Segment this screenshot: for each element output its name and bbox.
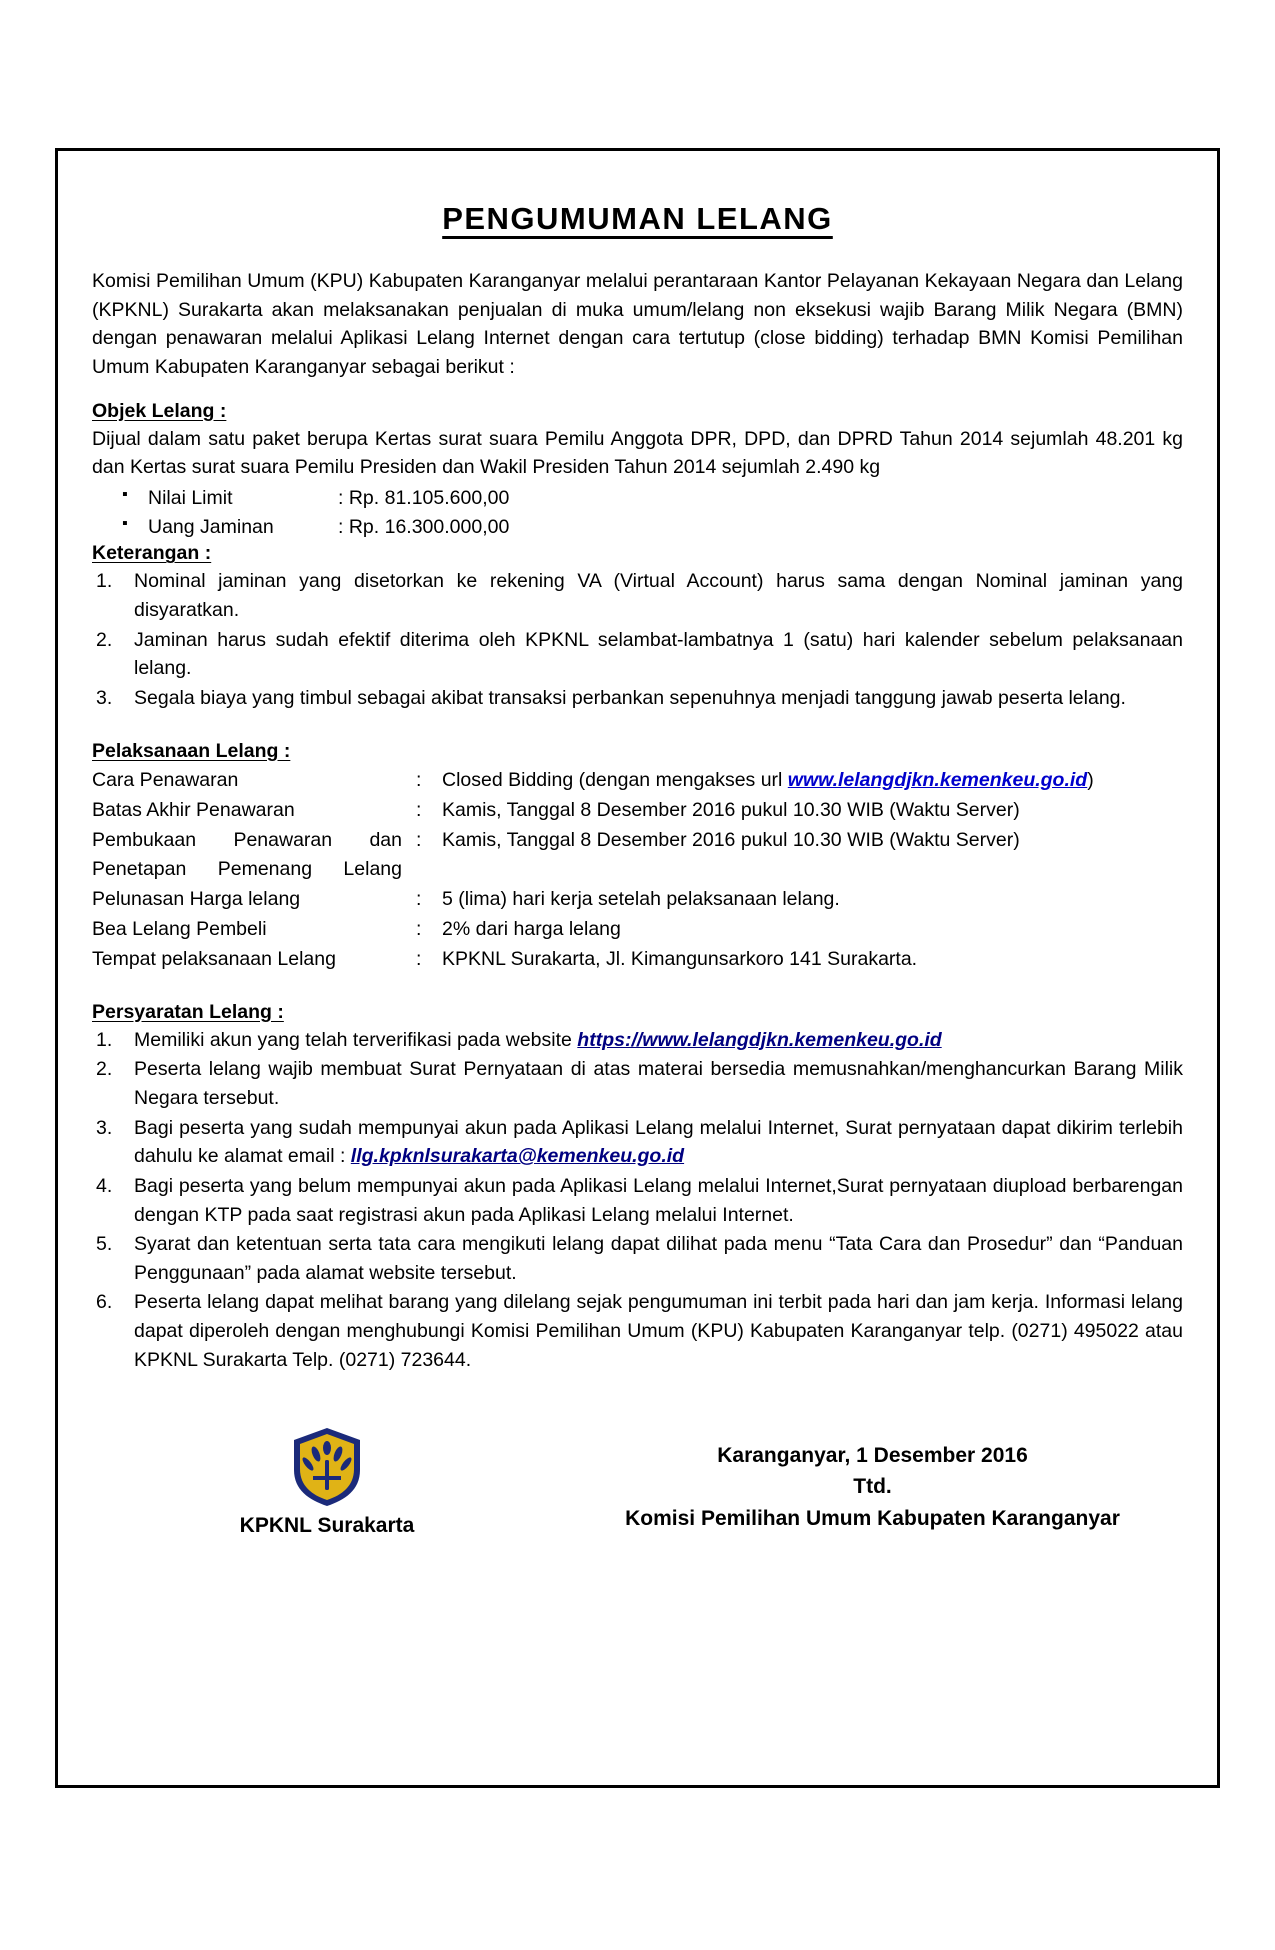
- email-link[interactable]: llg.kpknlsurakarta@kemenkeu.go.id: [350, 1145, 685, 1168]
- row-label: Tempat pelaksanaan Lelang: [92, 948, 336, 971]
- section-heading-persyaratan: Persyaratan Lelang :: [92, 1000, 284, 1023]
- section-heading-objek: Objek Lelang :: [92, 399, 227, 422]
- table-row: [92, 825, 1183, 884]
- intro-paragraph: Komisi Pemilihan Umum (KPU) Kabupaten Karanganyar melalui perantaraan Kantor Pelayanan Kekayaan Negara dan Lelang (KPKNL) Surakarta akan melaksanakan penjualan di muka umum/lelang non eksekusi wajib Barang Milik Negara (BMN) dengan penawaran melalui Aplikasi Lelang Internet dengan cara tertutup (close bidding) terhadap BMN Komisi Pemilihan Umum Kabupaten Karanganyar sebagai berikut :: [92, 270, 1183, 378]
- list-item: Nominal jaminan yang disetorkan ke rekening VA (Virtual Account) harus sama dengan Nominal jaminan yang disyaratkan.: [134, 570, 1183, 622]
- row-label: Bea Lelang Pembeli: [92, 918, 267, 941]
- list-item: Peserta lelang wajib membuat Surat Pernyataan di atas materai bersedia memusnahkan/menghancurkan Barang Milik Negara tersebut.: [134, 1058, 1183, 1109]
- row-value: 2% dari harga lelang: [442, 918, 621, 941]
- row-colon: :: [416, 918, 422, 941]
- list-item: Bagi peserta yang belum mempunyai akun pada Aplikasi Lelang melalui Internet,Surat pernyataan diupload berbarengan dengan KTP pada saat registrasi akun pada Aplikasi Lelang melalui Internet.: [134, 1174, 1183, 1226]
- announcement-document: [55, 148, 1220, 1788]
- footer-left-block: [92, 1426, 562, 1538]
- ttd-label: Ttd.: [853, 1475, 892, 1499]
- signature-footer: [92, 1426, 1183, 1538]
- table-row: [92, 765, 1183, 795]
- table-row: [92, 884, 1183, 914]
- item-text: Memiliki akun yang telah terverifikasi pada website: [134, 1028, 578, 1051]
- list-item: Syarat dan ketentuan serta tata cara mengikuti lelang dapat dilihat pada menu “Tata Cara dan Prosedur” dan “Panduan Penggunaan” pada alamat website tersebut.: [134, 1233, 1183, 1284]
- list-item: Peserta lelang dapat melihat barang yang dilelang sejak pengumuman ini terbit pada hari dan jam kerja. Informasi lelang dapat diperoleh dengan menghubungi Komisi Pemilihan Umum (KPU) Kabupaten Karanganyar telp. (0271) 495022 atau KPKNL Surakarta Telp. (0271) 723644.: [134, 1291, 1183, 1371]
- row-colon: :: [416, 948, 422, 971]
- list-item: [122, 484, 1183, 513]
- row-value: [442, 765, 1183, 795]
- table-row: [92, 944, 1183, 974]
- row-value: KPKNL Surakarta, Jl. Kimangunsarkoro 141 Surakarta.: [442, 948, 918, 971]
- table-row: [92, 914, 1183, 944]
- table-row: [92, 795, 1183, 825]
- nilai-limit-value: : Rp. 81.105.600,00: [338, 486, 510, 509]
- row-value: 5 (lima) hari kerja setelah pelaksanaan lelang.: [442, 887, 840, 910]
- section-heading-keterangan: Keterangan :: [92, 542, 212, 565]
- list-item: Segala biaya yang timbul sebagai akibat transaksi perbankan sepenuhnya menjadi tanggung jawab peserta lelang.: [134, 687, 1126, 710]
- row-value-prefix: Closed Bidding (dengan mengakses url: [442, 768, 788, 791]
- keterangan-list: [92, 567, 1183, 712]
- row-value: Kamis, Tanggal 8 Desember 2016 pukul 10.30 WIB (Waktu Server): [442, 798, 1020, 821]
- row-label: Batas Akhir Penawaran: [92, 798, 295, 821]
- list-item: [92, 1026, 1183, 1055]
- lelang-url-link[interactable]: www.lelangdjkn.kemenkeu.go.id: [787, 768, 1088, 791]
- signing-organization: Komisi Pemilihan Umum Kabupaten Karanganyar: [625, 1506, 1120, 1530]
- item-text: Bagi peserta yang sudah mempunyai akun pada Aplikasi Lelang melalui Internet, Surat pernyataan dapat dikirim terlebih dahulu ke alamat email :: [134, 1116, 1183, 1168]
- page-title: PENGUMUMAN LELANG: [442, 201, 833, 236]
- row-value-suffix: ): [1087, 768, 1094, 791]
- persyaratan-list: [92, 1026, 1183, 1375]
- row-colon: :: [416, 798, 422, 821]
- objek-bullet-list: [92, 484, 1183, 543]
- row-colon: :: [416, 887, 422, 910]
- row-label: Pelunasan Harga lelang: [92, 887, 301, 910]
- nilai-limit-label: Nilai Limit: [148, 486, 233, 509]
- footer-right-block: [562, 1440, 1183, 1539]
- kpknl-name: KPKNL Surakarta: [239, 1514, 415, 1538]
- list-item: [122, 513, 1183, 542]
- row-value: Kamis, Tanggal 8 Desember 2016 pukul 10.30 WIB (Waktu Server): [442, 829, 1020, 852]
- section-heading-pelaksanaan: Pelaksanaan Lelang :: [92, 739, 291, 762]
- list-item: Jaminan harus sudah efektif diterima oleh KPKNL selambat-lambatnya 1 (satu) hari kalender sebelum pelaksanaan lelang.: [134, 628, 1183, 680]
- row-label: Cara Penawaran: [92, 768, 239, 791]
- row-colon: :: [416, 768, 422, 791]
- list-item: [92, 1114, 1183, 1171]
- website-link[interactable]: https://www.lelangdjkn.kemenkeu.go.id: [577, 1028, 942, 1051]
- objek-body: Dijual dalam satu paket berupa Kertas surat suara Pemilu Anggota DPR, DPD, dan DPRD Tahun 2014 sejumlah 48.201 kg dan Kertas surat suara Pemilu Presiden dan Wakil Presiden Tahun 2014 sejumlah 2.490 kg: [92, 427, 1183, 479]
- uang-jaminan-value: : Rp. 16.300.000,00: [338, 516, 510, 539]
- place-date: Karanganyar, 1 Desember 2016: [717, 1443, 1028, 1467]
- kemenkeu-logo-icon: [290, 1426, 364, 1508]
- uang-jaminan-label: Uang Jaminan: [148, 516, 274, 539]
- row-label: Pembukaan Penawaran dan Penetapan Pemenang Lelang: [92, 829, 402, 880]
- pelaksanaan-table: [92, 765, 1183, 975]
- row-colon: :: [416, 829, 422, 852]
